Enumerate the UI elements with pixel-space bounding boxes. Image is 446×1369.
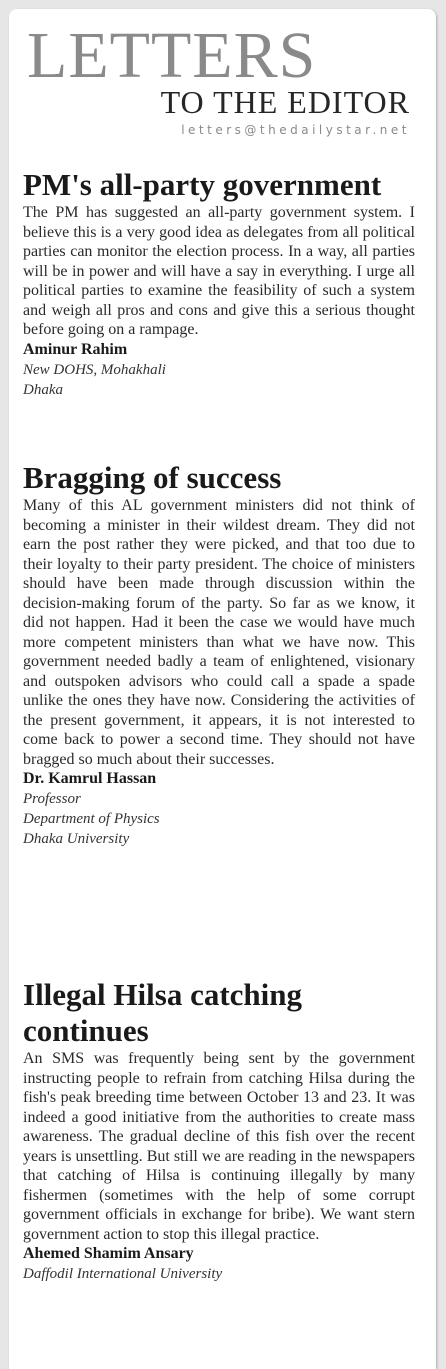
letter-3 bbox=[23, 977, 415, 1284]
section-title: LETTERS bbox=[27, 19, 317, 92]
author-city: Dhaka bbox=[23, 381, 63, 398]
editor-email[interactable]: letters@thedailystar.net bbox=[181, 123, 410, 137]
letter-2 bbox=[23, 460, 415, 849]
letter-body: An SMS was frequently being sent by the government instructing people to refrain from catching Hilsa during the fish's peak breeding time between October 13 and 23. It was indeed a good initiative from the authorities to create mass awareness. The gradual decline of this fish over the recent years is unsettling. But still we are reading in the newspapers that catching of Hilsa is continuing illegally by many fishermen (sometimes with the help of some corrupt government officials in exchange for bribe). We want stern government action to stop this illegal practice. bbox=[23, 1050, 415, 1243]
author-department: Department of Physics bbox=[23, 811, 160, 827]
author-location: New DOHS, Mohakhali bbox=[23, 361, 166, 378]
letter-headline: Illegal Hilsa catching continues bbox=[23, 977, 302, 1048]
author-title: Professor bbox=[23, 791, 81, 807]
author-institution: Dhaka University bbox=[23, 831, 130, 847]
letter-author: Dr. Kamrul Hassan bbox=[23, 770, 157, 787]
letter-body: The PM has suggested an all-party government system. I believe this is a very good idea as delegates from all political parties can monitor the election process. In a way, all parties will be in power and will have a say in everything. I urge all political parties to examine the feasibility of such a system and weigh all pros and cons and give this a serious thought before going on a rampage. bbox=[23, 204, 415, 338]
section-subtitle: TO THE EDITOR bbox=[160, 84, 410, 120]
letter-body: Many of this AL government ministers did not think of becoming a minister in their wildest dream. They did not earn the post rather they were picked, and that too due to their loyalty to their party president. The choice of ministers should have been made through discussion within the decision-making forum of the party. So far as we know, it did not happen. Had it been the case we would have much more competent ministers than what we have now. This government needed badly a team of enlightened, visionary and outspoken advisors who could call a spade a spade unlike the ones they have now. Considering the activities of the present government, it appears, it is not interested to come back to power a second time. They should not have bragged so much about their successes. bbox=[23, 497, 415, 768]
letters-page bbox=[9, 9, 436, 1369]
masthead bbox=[9, 9, 436, 169]
letter-1 bbox=[23, 167, 415, 400]
letter-headline: PM's all-party government bbox=[23, 167, 382, 202]
author-institution: Daffodil International University bbox=[23, 1266, 223, 1282]
letter-headline: Bragging of success bbox=[23, 460, 282, 495]
letter-author: Ahemed Shamim Ansary bbox=[23, 1245, 194, 1262]
letter-author: Aminur Rahim bbox=[23, 340, 128, 358]
